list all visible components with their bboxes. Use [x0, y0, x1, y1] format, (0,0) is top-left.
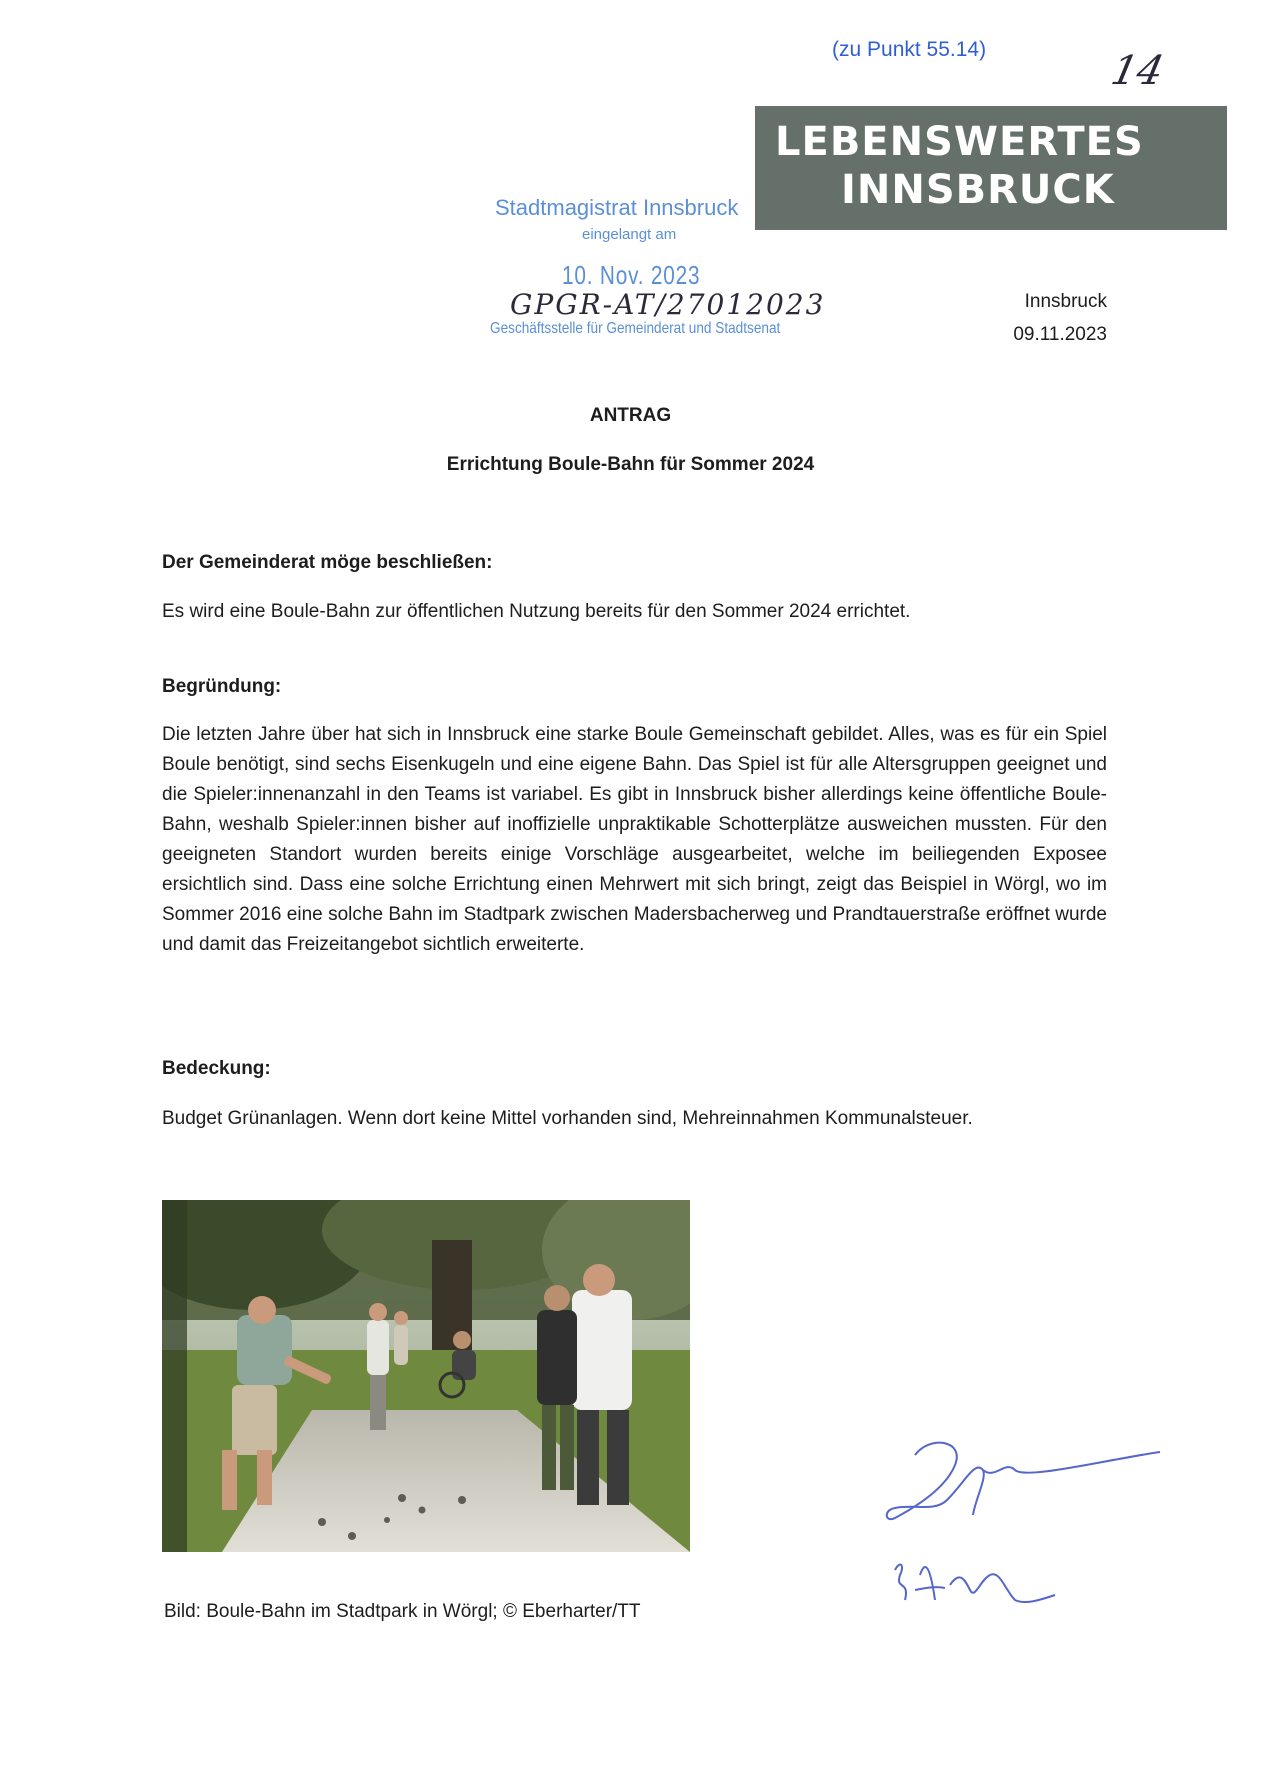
handwritten-signatures	[855, 1400, 1185, 1625]
reason-paragraph: Die letzten Jahre über hat sich in Innsbruck eine starke Boule Gemeinschaft gebildet. Alles, was es für ein Spiel Boule benötigt, sind sechs Eisenkugeln und eine eigene Bahn. Das Spiel ist für alle Altersgruppen geeignet und die Spieler:innenanzahl in den Teams ist variabel. Es gibt in Innsbruck bisher allerdings keine öffentliche Boule-Bahn, weshalb Spieler:innen bisher auf inoffizielle unpraktikable Schotterplätze ausweichen mussten. Für den geeigneten Standort wurden bereits einige Vorschläge ausgearbeitet, welche im beiliegenden Exposee ersichtlich sind. Dass eine solche Errichtung einen Mehrwert mit sich bringt, zeigt das Beispiel in Wörgl, wo im Sommer 2016 eine solche Bahn im Stadtpark zwischen Madersbacherweg und Prandtauerstraße eröffnet wurde und damit das Freizeitangebot sichtlich erweiterte.	[162, 724, 1107, 955]
received-stamp-title: Stadtmagistrat Innsbruck	[495, 195, 739, 220]
boule-court-photo	[162, 1200, 690, 1552]
logo-line-2: INNSBRUCK	[841, 167, 1115, 213]
place: Innsbruck	[1024, 291, 1107, 312]
received-stamp-date: 10. Nov. 2023	[562, 260, 701, 290]
photo-caption: Bild: Boule-Bahn im Stadtpark in Wörgl; © Eberharter/TT	[164, 1601, 641, 1622]
document-type: ANTRAG	[589, 405, 672, 426]
handwritten-reference: GPGR-AT/27012023	[510, 288, 826, 321]
photo-illustration	[162, 1200, 690, 1552]
party-logo	[755, 106, 1227, 230]
coverage-text: Budget Grünanlagen. Wenn dort keine Mittel vorhanden sind, Mehreinnahmen Kommunalsteuer.	[162, 1108, 973, 1129]
handwritten-page-number: 14	[1107, 48, 1168, 94]
reference-note: (zu Punkt 55.14)	[832, 38, 987, 61]
logo-line-1: LEBENSWERTES	[775, 119, 1144, 165]
reason-heading: Begründung:	[162, 676, 282, 697]
decision-heading: Der Gemeinderat möge beschließen:	[162, 552, 493, 573]
document-subject: Errichtung Boule-Bahn für Sommer 2024	[446, 454, 815, 475]
decision-text: Es wird eine Boule-Bahn zur öffentlichen Nutzung bereits für den Sommer 2024 errichtet.	[162, 601, 911, 622]
received-stamp-label: eingelangt am	[582, 226, 677, 243]
coverage-heading: Bedeckung:	[162, 1058, 271, 1079]
received-stamp-office: Geschäftsstelle für Gemeinderat und Stadtsenat	[490, 320, 781, 337]
document-date: 09.11.2023	[1013, 324, 1107, 345]
